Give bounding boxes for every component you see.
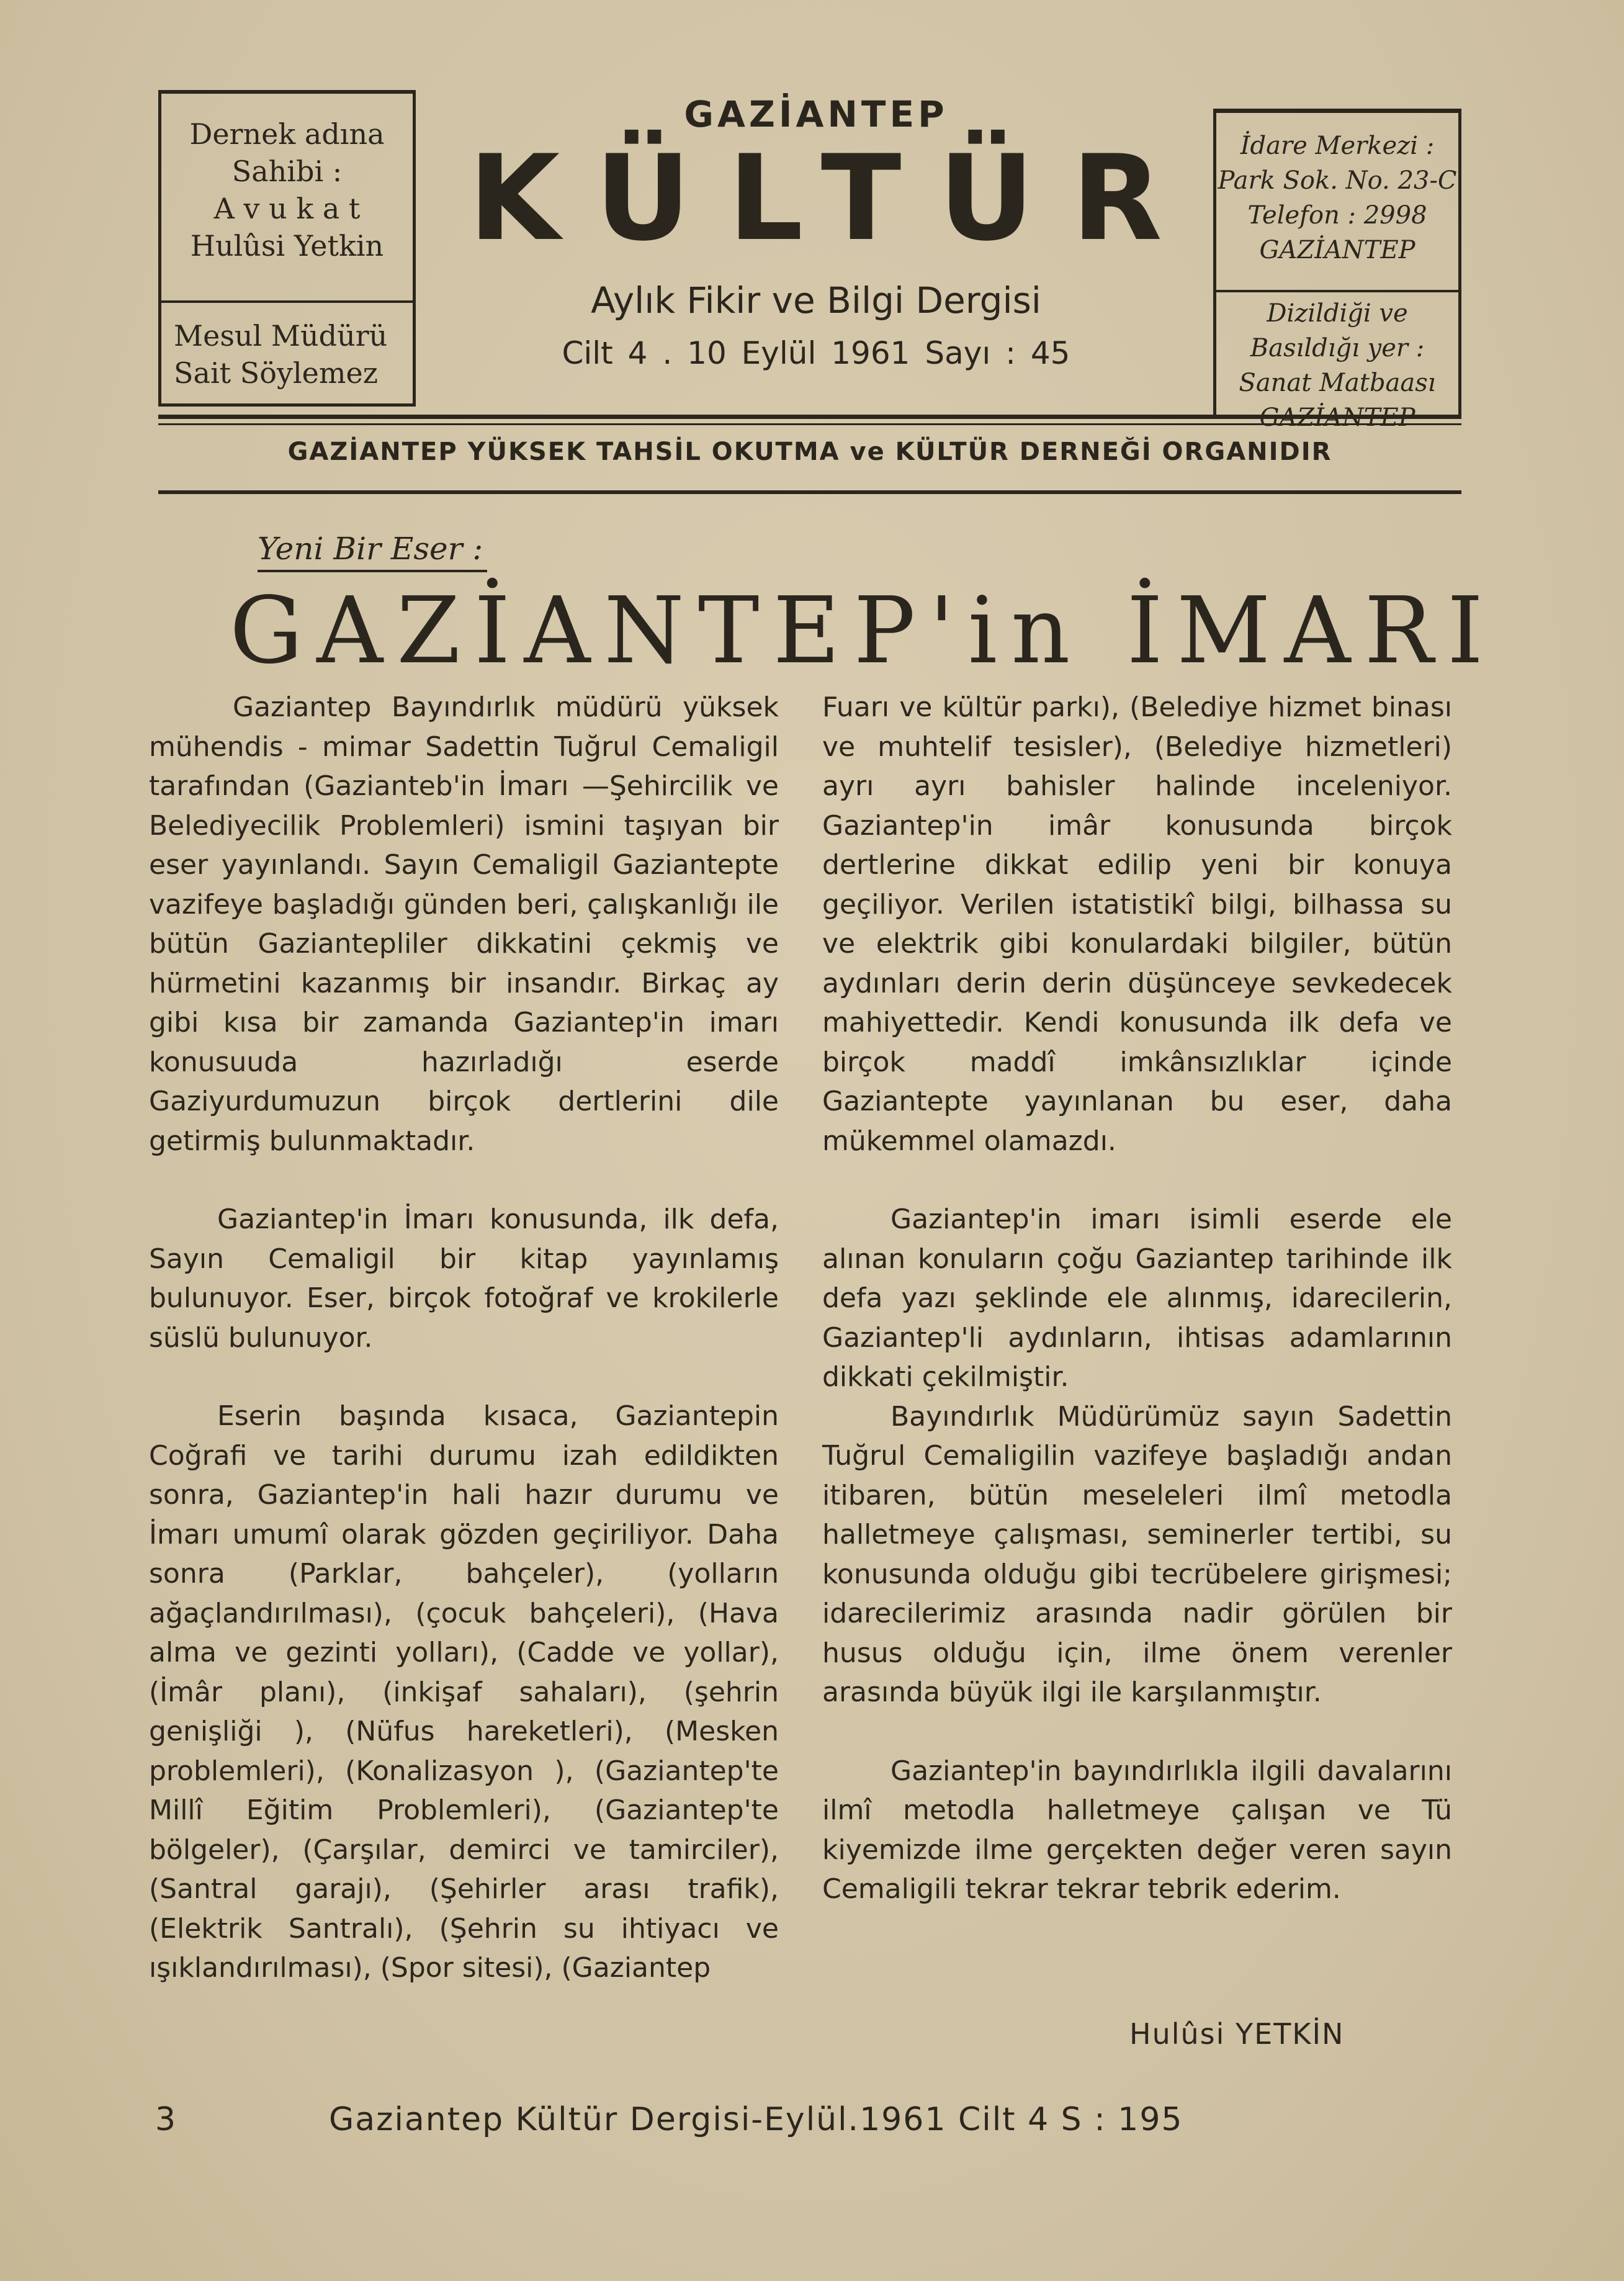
address-divider xyxy=(1216,290,1458,292)
article-paragraph: Eserin başında kısaca, Gaziantepin Coğrafi ve tarihi durumu izah edildikten sonra, Gaziantep'in hali hazır durumu ve İmarı umumî olarak gözden geçiriliyor. Daha sonra (Parklar, bahçeler), (yolların ağaçlandırılması), (çocuk bahçeleri), (Hava alma ve gezinti yolları), (Cadde ve yollar), (İmâr planı), (inkişaf sahaları), (şehrin genişliği ), (Nüfus hareketleri), (Mesken problemleri), (Konalizasyon ), (Gaziantep'te Millî Eğitim Problemleri), (Gaziantep'te bölgeler), (Çarşılar, demirci ve tamirciler), (Santral garajı), (Şehirler arası trafik), (Elektrik Santralı), (Şehrin su ihtiyacı ve ışıklandırılması), (Spor sitesi), (Gaziantep xyxy=(149,1400,779,1984)
manager-info xyxy=(174,317,410,392)
masthead-rule-top xyxy=(158,415,1461,419)
article-paragraph: Bayındırlık Müdürümüz sayın Sadettin Tuğrul Cemaligilin vazifeye başladığı andan itibaren, bütün meseleleri ilmî metodla halletmeye çalışması, seminerler tertibi, su konusunda olduğu gibi tecrübelere girişmesi; idarecilerimiz arasında nadir görülen bir husus olduğu için, ilme önem verenler arasında büyük ilgi ile karşılanmıştır. xyxy=(822,1400,1452,1708)
article-column-right xyxy=(822,688,1452,1948)
article-paragraph: Fuarı ve kültür parkı), (Belediye hizmet binası ve muhtelif tesisler), (Belediye hizmetleri) ayrı ayrı bahisler halinde inceleniyor. Gaziantep'in imâr konusunda birçok dertlerine dikkat edilip yeni bir konuya geçiliyor. Verilen istatistikî bilgi, bilhassa su ve elektrik gibi konulardaki bilgiler, bütün aydınları derin derin düşünceye sevkedecek mahiyettedir. Kendi konusunda ilk defa ve birçok maddî imkânsızlıklar içinde Gaziantepte yayınlanan bu eser, daha mükemmel olamazdı. xyxy=(822,691,1452,1157)
owner-divider xyxy=(161,300,413,303)
owner-line: Sahibi : xyxy=(231,155,343,188)
magazine-title: KÜLTÜR xyxy=(469,130,1200,267)
address-line: GAZİANTEP xyxy=(1259,236,1415,264)
article-paragraph: Gaziantep'in İmarı konusunda, ilk defa, Sayın Cemaligil bir kitap yayınlamış bulunuyor. Eser, birçok fotoğraf ve krokilerle süslü bulunuyor. xyxy=(149,1203,779,1354)
page-number: 3 xyxy=(155,2101,176,2138)
masthead xyxy=(158,90,1461,425)
city-kicker: GAZİANTEP xyxy=(684,93,948,135)
address-line: İdare Merkezi : xyxy=(1240,132,1435,160)
organization-line: GAZİANTEP YÜKSEK TAHSİL OKUTMA ve KÜLTÜR DERNEĞİ ORGANIDIR xyxy=(287,438,1332,466)
issue-info: Cilt 4 . 10 Eylül 1961 Sayı : 45 xyxy=(562,335,1070,371)
kicker-underline xyxy=(258,570,487,572)
title-block xyxy=(444,90,1200,407)
address-line: Telefon : 2998 xyxy=(1247,201,1427,230)
address-line: Park Sok. No. 23-C xyxy=(1218,166,1457,195)
owner-info xyxy=(161,115,413,302)
footer-line: Gaziantep Kültür Dergisi-Eylül.1961 Cilt 4 S : 195 xyxy=(329,2101,1183,2138)
masthead-rule-bottom xyxy=(158,490,1461,494)
owner-line: Hulûsi Yetkin xyxy=(190,229,384,263)
owner-line: Dernek adına xyxy=(189,117,385,151)
magazine-subtitle: Aylık Fikir ve Bilgi Dergisi xyxy=(591,279,1041,322)
article-kicker: Yeni Bir Eser : xyxy=(258,531,483,567)
masthead-rule-thin xyxy=(158,423,1461,425)
printer-line: Dizildiği ve xyxy=(1267,299,1408,328)
author-signature: Hulûsi YETKİN xyxy=(1129,2017,1345,2051)
address-box xyxy=(1213,109,1461,419)
printer-line: Basıldığı yer : xyxy=(1250,334,1425,362)
article-paragraph: Gaziantep Bayındırlık müdürü yüksek mühendis - mimar Sadettin Tuğrul Cemaligil tarafından (Gazianteb'in İmarı —Şehircilik ve Belediyecilik Problemleri) ismini taşıyan bir eser yayınlandı. Sayın Cemaligil Gaziantepte vazifeye başladığı günden beri, çalışkanlığı ile bütün Gaziantepliler dikkatini çekmiş ve hürmetini kazanmış bir insandır. Birkaç ay gibi kısa bir zamanda Gaziantep'in imarı konusuuda hazırladığı eserde Gaziyurdumuzun birçok dertlerini dile getirmiş bulunmaktadır. xyxy=(149,691,779,1157)
article-column-left xyxy=(149,688,779,2027)
article-paragraph: Gaziantep'in imarı isimli eserde ele alınan konuların çoğu Gaziantep tarihinde ilk defa yazı şeklinde ele alınmış, idarecilerin, Gaziantep'li aydınların, ihtisas adamlarının dikkati çekilmiştir. xyxy=(822,1203,1452,1393)
article-headline: GAZİANTEP'in İMARI xyxy=(230,577,1497,684)
manager-line: Sait Söylemez xyxy=(174,356,378,390)
manager-line: Mesul Müdürü xyxy=(174,319,388,353)
owner-box xyxy=(158,90,416,407)
owner-line: A v u k a t xyxy=(213,192,361,225)
address-info xyxy=(1216,128,1458,268)
printer-line: Sanat Matbaası xyxy=(1239,369,1436,397)
article-paragraph: Gaziantep'in bayındırlıkla ilgili davalarını ilmî metodla halletmeye çalışan ve Tü kiyemizde ilme gerçekten değer veren sayın Cemaligili tekrar tekrar tebrik ederim. xyxy=(822,1755,1452,1905)
